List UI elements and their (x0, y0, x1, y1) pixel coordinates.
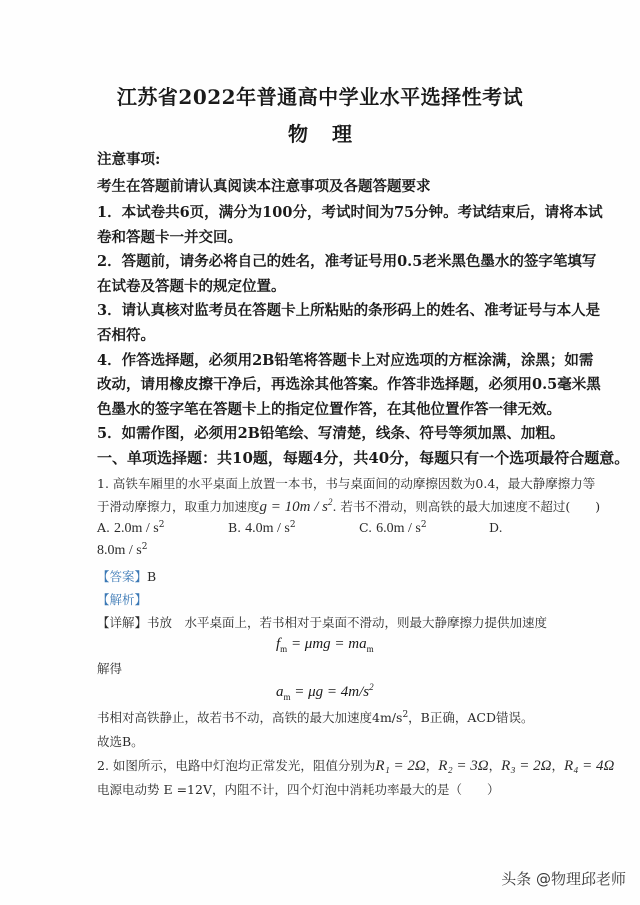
notice-1-line1: 1．本试卷共6页，满分为100分，考试时间为75分钟。考试结束后，请将本试 (97, 204, 603, 221)
notice-4-line2: 改动，请用橡皮擦干净后，再选涂其他答案。作答非选择题，必须用0.5毫米黑 (97, 376, 601, 393)
equation-2: $a_m = \mu g = 4m/s^2$ (276, 682, 374, 702)
notice-intro: 考生在答题前请认真阅读本注意事项及各题答题要求 (97, 178, 431, 195)
notice-1-line2: 卷和答题卡一并交回。 (97, 229, 242, 246)
notice-3-line1: 3．请认真核对监考员在答题卡上所粘贴的条形码上的姓名、准考证号与本人是 (97, 302, 601, 319)
notice-4-line3: 色墨水的签字笔在答题卡上的指定位置作答，在其他位置作答一律无效。 (97, 401, 561, 418)
q2-line1: 2. 如图所示，电路中灯泡均正常发光，阻值分别为R₁ = 2Ω，R₂ = 3Ω，R₃ = 2Ω，R₄ = 4Ω (97, 758, 615, 774)
equation-1: $f_m = \mu mg = ma_m$ (276, 636, 374, 654)
q1-gravity-eq: $g = 10m / s^2$ (259, 497, 333, 515)
subject-title: 物 理 (288, 122, 352, 146)
detail-line: 【详解】书放 水平桌面上，若书相对于桌面不滑动，则最大静摩擦力提供加速度 (97, 615, 548, 630)
conclusion: 书相对高铁静止，故若书不动，高铁的最大加速度$4m/s^2$，B正确，ACD错误。 (97, 709, 534, 725)
section-heading: 一、单项选择题：共10题，每题4分，共40分，每题只有一个选项最符合题意。 (97, 449, 630, 467)
notice-3-line2: 否相符。 (97, 327, 155, 344)
notice-5-line1: 5．如需作图，必须用2B铅笔绘、写清楚，线条、符号等须加黑、加粗。 (97, 425, 565, 442)
answer-value: B (147, 569, 157, 584)
option-d-label: D. (489, 520, 503, 535)
document-title: 江苏省2022年普通高中学业水平选择性考试 (116, 85, 524, 109)
option-c: C. $6.0m / s^2$ (359, 520, 427, 537)
q1-line2: 于滑动摩擦力，取重力加速度$g = 10m / s^2$. 若书不滑动，则高铁的最大加速度不超过( ) (97, 497, 601, 515)
answer-label: 【答案】 (97, 569, 148, 584)
notice-4-line1: 4．作答选择题，必须用2B铅笔将答题卡上对应选项的方框涂满，涂黑；如需 (97, 352, 594, 369)
option-a: A. $2.0m / s^2$ (97, 520, 165, 537)
notice-heading: 注意事项: (97, 151, 161, 168)
solve-text: 解得 (97, 661, 123, 676)
analysis-label: 【解析】 (97, 592, 148, 607)
answer-line (97, 567, 156, 585)
option-d-value: $8.0m / s^2$ (97, 542, 148, 559)
final-answer: 故选B。 (97, 734, 144, 749)
notice-2-line1: 2．答题前，请务必将自己的姓名，准考证号用0.5老米黑色墨水的签字笔填写 (97, 253, 597, 270)
q1-line1: 1. 高铁车厢里的水平桌面上放置一本书，书与桌面间的动摩擦因数为0.4，最大静摩擦力等 (97, 476, 596, 491)
option-b: B. $4.0m / s^2$ (228, 520, 296, 537)
q2-line2: 电源电动势 E =12V，内阻不计，四个灯泡中消耗功率最大的是（ ） (97, 782, 500, 797)
watermark: 头条 @物理邱老师 (501, 870, 626, 888)
notice-2-line2: 在试卷及答题卡的规定位置。 (97, 278, 286, 295)
